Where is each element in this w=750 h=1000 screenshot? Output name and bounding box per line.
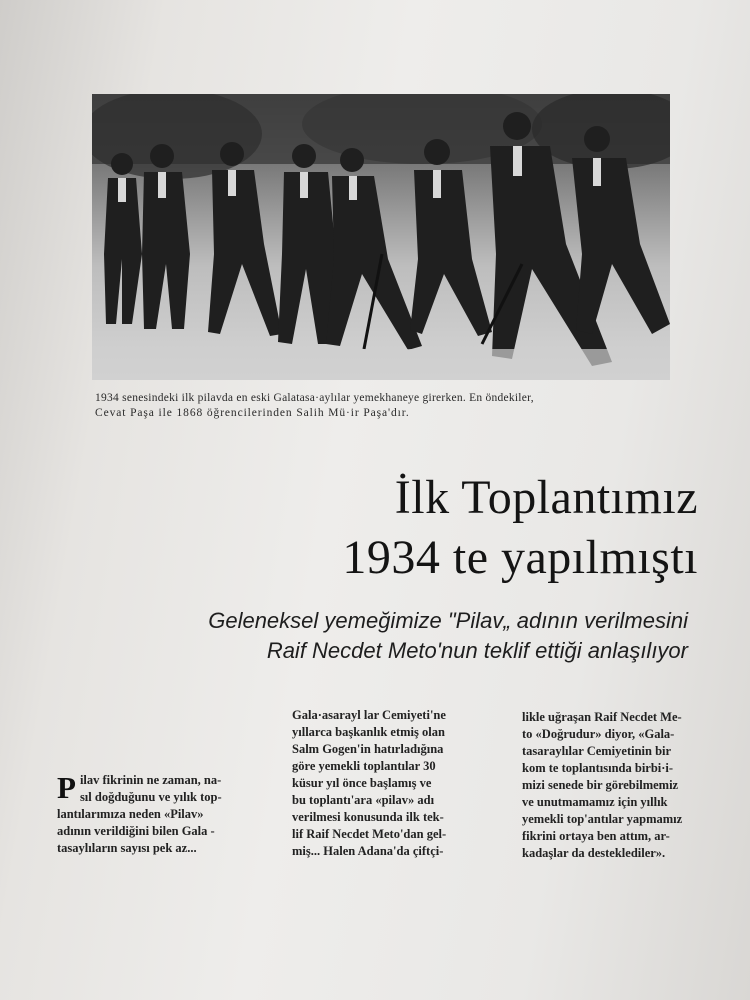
column-line: likle uğraşan Raif Necdet Me- <box>522 710 682 724</box>
subhead-line-1: Geleneksel yemeğimize "Pilav„ adının verilmesini <box>208 608 688 633</box>
headline <box>342 468 698 588</box>
column-line: sıl doğduğunu ve yılık top- <box>79 790 222 804</box>
column-line: kadaşlar da desteklediler». <box>522 846 666 860</box>
column-line: fikrini ortaya ben attım, ar- <box>522 829 670 843</box>
headline-line-2: 1934 te yapılmıştı <box>342 531 698 584</box>
subhead-line-2: Raif Necdet Meto'nun teklif ettiği anlaşılıyor <box>266 638 688 663</box>
column-line: tasaylıların sayısı pek az... <box>57 841 197 855</box>
subheadline <box>208 606 688 666</box>
column-line: verilmesi konusunda ilk tek- <box>292 810 444 824</box>
drop-cap: P <box>57 770 76 805</box>
column-line: to «Doğrudur» diyor, «Gala- <box>522 727 675 741</box>
column-line: bu toplantı'ara «pilav» adı <box>292 793 435 807</box>
article-column-1 <box>57 772 257 857</box>
column-line: Gala·asarayl lar Cemiyeti'ne <box>292 708 446 722</box>
caption-line-1: 1934 senesindeki ilk pilavda en eski Galatasa·aylılar yemekhaneye girerken. En öndekiler, <box>95 392 534 404</box>
caption-line-2: Cevat Paşa ile 1868 öğrencilerinden Salih Mü·ir Paşa'dır. <box>95 407 410 419</box>
crowd-walking-photo-icon <box>92 94 670 380</box>
column-line: yemekli top'antılar yapmamız <box>522 812 683 826</box>
column-line: miş... Halen Adana'da çiftçi- <box>292 844 444 858</box>
column-line: ilav fikrinin ne zaman, na- <box>79 773 222 787</box>
news-photo <box>92 94 670 380</box>
column-line: kom te toplantısında birbi·i- <box>522 761 674 775</box>
column-line: Salm Gogen'in hatırladığına <box>292 742 444 756</box>
headline-line-1: İlk Toplantımız <box>394 471 698 524</box>
article-column-2 <box>292 707 492 860</box>
column-line: lantılarımıza neden «Pilav» <box>57 807 204 821</box>
column-line: adının verildiğini bilen Gala - <box>57 824 215 838</box>
column-line: yıllarca başkanlık etmiş olan <box>292 725 445 739</box>
article-column-3 <box>522 709 722 862</box>
column-line: göre yemekli toplantılar 30 <box>292 759 436 773</box>
column-line: küsur yıl önce başlamış ve <box>292 776 432 790</box>
photo-caption <box>95 391 685 421</box>
column-line: lif Raif Necdet Meto'dan gel- <box>292 827 447 841</box>
column-line: tasaraylılar Cemiyetinin bir <box>522 744 672 758</box>
column-line: ve unutmamamız için yıllık <box>522 795 668 809</box>
column-line: mizi senede bir görebilmemiz <box>522 778 679 792</box>
